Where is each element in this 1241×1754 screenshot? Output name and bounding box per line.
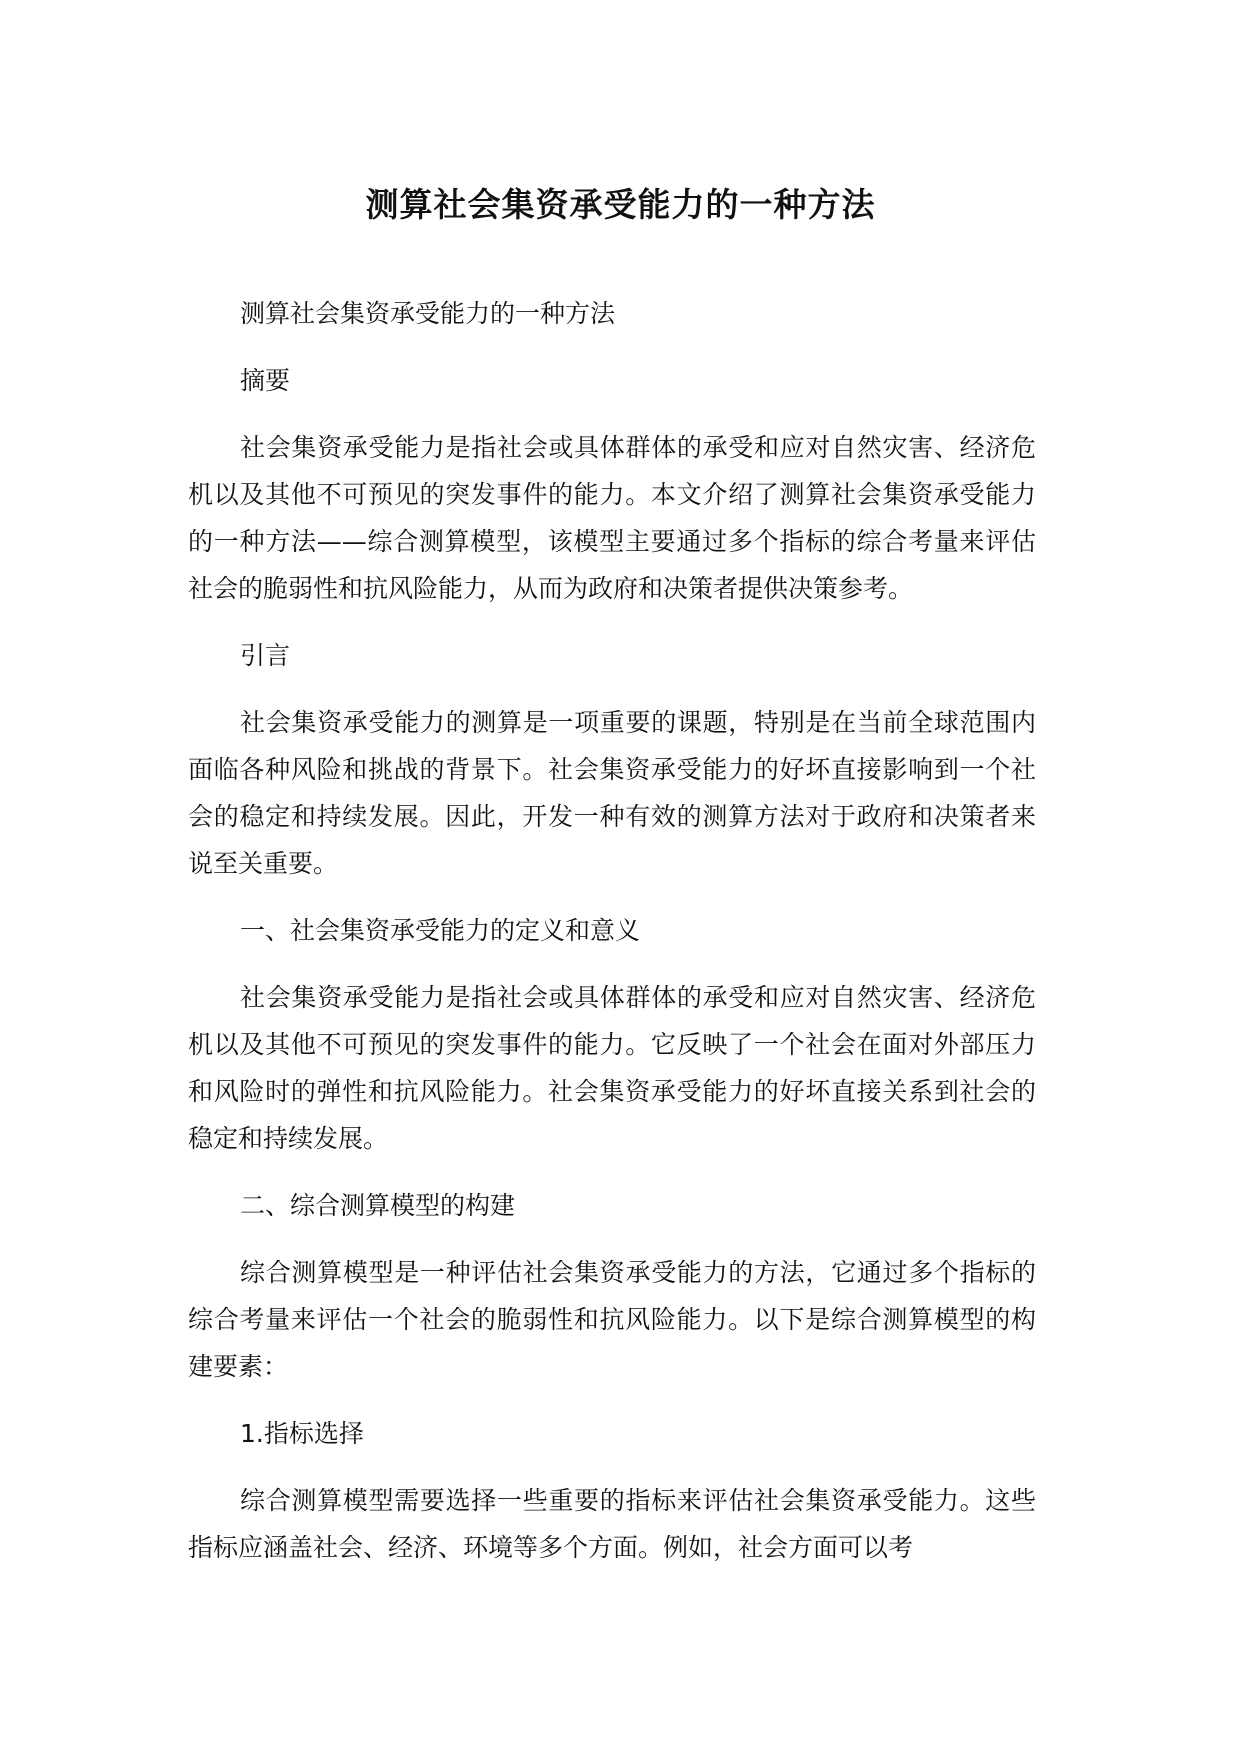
intro-heading: 引言 [240,641,291,670]
subsection-1-paragraph: 综合测算模型需要选择一些重要的指标来评估社会集资承受能力。这些指标应涵盖社会、经济、环境等多个方面。例如，社会方面可以考 [188,1486,1036,1562]
subsection-1-heading: 1.指标选择 [240,1419,364,1448]
section-1-paragraph: 社会集资承受能力是指社会或具体群体的承受和应对自然灾害、经济危机以及其他不可预见的突发事件的能力。它反映了一个社会在面对外部压力和风险时的弹性和抗风险能力。社会集资承受能力的好坏直接关系到社会的稳定和持续发展。 [188,983,1036,1153]
intro-paragraph: 社会集资承受能力的测算是一项重要的课题，特别是在当前全球范围内面临各种风险和挑战的背景下。社会集资承受能力的好坏直接影响到一个社会的稳定和持续发展。因此，开发一种有效的测算方法对于政府和决策者来说至关重要。 [188,708,1036,878]
document-title: 测算社会集资承受能力的一种方法 [365,185,876,224]
section-1-heading: 一、社会集资承受能力的定义和意义 [240,916,641,945]
section-2-heading: 二、综合测算模型的构建 [240,1191,516,1220]
abstract-paragraph: 社会集资承受能力是指社会或具体群体的承受和应对自然灾害、经济危机以及其他不可预见的突发事件的能力。本文介绍了测算社会集资承受能力的一种方法——综合测算模型，该模型主要通过多个指标的综合考量来评估社会的脆弱性和抗风险能力，从而为政府和决策者提供决策参考。 [188,433,1036,603]
section-2-paragraph: 综合测算模型是一种评估社会集资承受能力的方法，它通过多个指标的综合考量来评估一个社会的脆弱性和抗风险能力。以下是综合测算模型的构建要素： [188,1258,1036,1381]
abstract-heading: 摘要 [240,366,291,395]
subtitle: 测算社会集资承受能力的一种方法 [240,299,616,328]
document-body [188,290,1036,1591]
